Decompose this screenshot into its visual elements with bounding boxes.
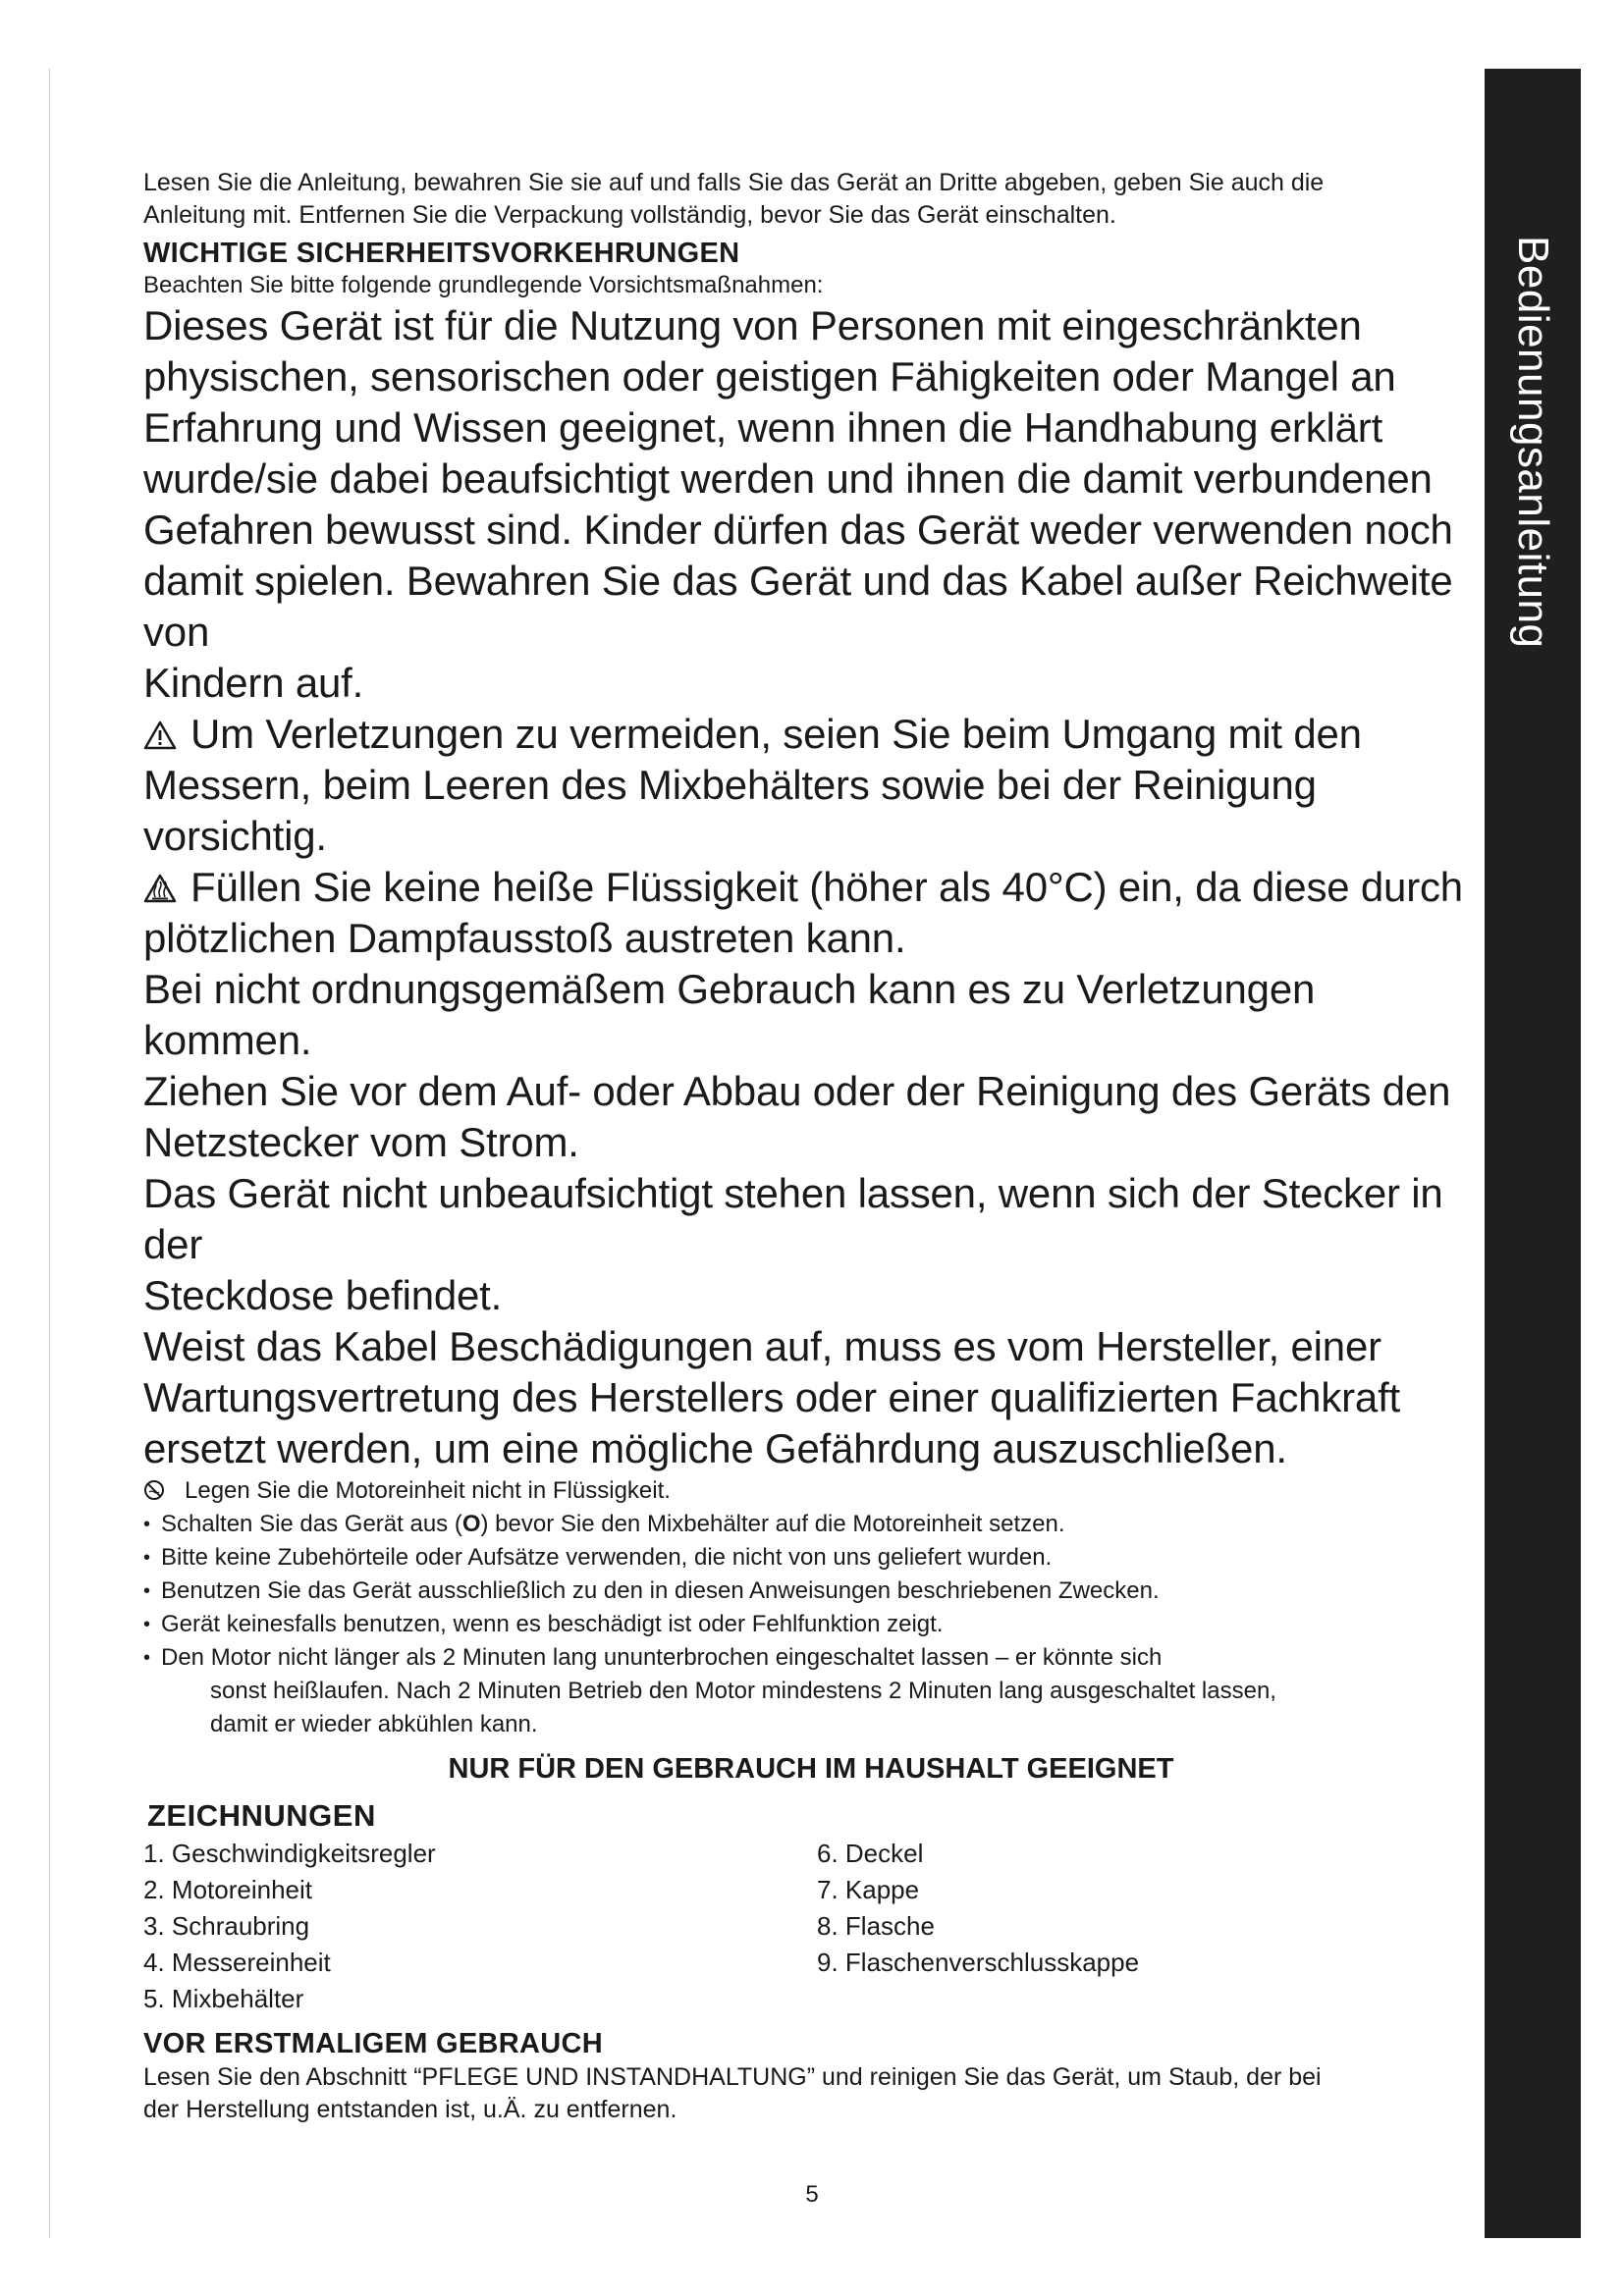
first-use-paragraph <box>143 2061 1479 2126</box>
household-only-heading: NUR FÜR DEN GEBRAUCH IM HAUSHALT GEEIGNET <box>448 1753 1174 1785</box>
text-line: damit spielen. Bewahren Sie das Gerät und das Kabel außer Reichweite von <box>143 558 1453 655</box>
text-line: Messern, beim Leeren des Mixbehälters sowie bei der Reinigung vorsichtig. <box>143 762 1317 859</box>
parts-column-right <box>817 1836 1139 1981</box>
intro-line: Anleitung mit. Entfernen Sie die Verpackung vollständig, bevor Sie das Gerät einschalten. <box>143 201 1116 229</box>
parts-column-left <box>143 1836 436 2017</box>
no-immerse-note <box>143 1474 1479 1508</box>
text-line: sonst heißlaufen. Nach 2 Minuten Betrieb den Motor mindestens 2 Minuten lang ausgeschaltet lassen, <box>210 1678 1276 1704</box>
drawings-heading: ZEICHNUNGEN <box>147 1798 376 1833</box>
list-item: • Gerät keinesfalls benutzen, wenn es beschädigt ist oder Fehlfunktion zeigt. <box>143 1608 1479 1641</box>
safety-paragraph-usage <box>143 964 1479 1474</box>
text-line: Füllen Sie keine heiße Flüssigkeit (höher als 40°C) ein, da diese durch <box>190 864 1463 910</box>
safety-bullet-list <box>143 1508 1479 1675</box>
safety-heading: WICHTIGE SICHERHEITSVORKEHRUNGEN <box>143 238 740 269</box>
list-item: 6. Deckel <box>817 1839 924 1868</box>
text-line: damit er wieder abkühlen kann. <box>210 1711 538 1737</box>
no-immerse-text: Legen Sie die Motoreinheit nicht in Flüssigkeit. <box>185 1477 671 1504</box>
text-line: physischen, sensorischen oder geistigen Fähigkeiten oder Mangel an <box>143 353 1396 400</box>
list-item: 7. Kappe <box>817 1875 920 1904</box>
page-content <box>143 167 1479 2126</box>
bullet-text: Schalten Sie das Gerät aus ( <box>161 1511 462 1537</box>
bullet-continuation <box>143 1675 1479 1741</box>
section-tab-label: Bedienungsanleitung <box>1509 236 1557 649</box>
safety-subheading: Beachten Sie bitte folgende grundlegende Vorsichtsmaßnahmen: <box>143 272 824 298</box>
list-item: • Bitte keine Zubehörteile oder Aufsätze verwenden, die nicht von uns geliefert wurden. <box>143 1541 1479 1575</box>
text-line: Erfahrung und Wissen geeignet, wenn ihnen die Handhabung erklärt <box>143 404 1383 451</box>
intro-paragraph <box>143 167 1479 232</box>
text-line: der Herstellung entstanden ist, u.Ä. zu entfernen. <box>143 2096 677 2123</box>
text-line: ersetzt werden, um eine mögliche Gefährdung auszuschließen. <box>143 1425 1287 1471</box>
off-symbol: O <box>461 1511 481 1537</box>
list-item: • Den Motor nicht länger als 2 Minuten lang ununterbrochen eingeschaltet lassen – er könnte sich <box>143 1641 1479 1675</box>
left-margin-rule <box>49 69 50 2238</box>
list-item: 9. Flaschenverschlusskappe <box>817 1948 1140 1977</box>
text-line: Kindern auf. <box>143 660 364 706</box>
parts-list <box>143 1836 1479 2022</box>
list-item: • Benutzen Sie das Gerät ausschließlich zu den in diesen Anweisungen beschriebenen Zwecken. <box>143 1575 1479 1608</box>
list-item: 3. Schraubring <box>143 1911 310 1941</box>
warning-triangle-icon <box>143 721 177 750</box>
text-line: Lesen Sie den Abschnitt “PFLEGE UND INSTANDHALTUNG” und reinigen Sie das Gerät, um Staub, der bei <box>143 2063 1322 2091</box>
section-tab <box>1485 69 1581 2238</box>
list-item: 1. Geschwindigkeitsregler <box>143 1839 436 1868</box>
do-not-immerse-icon <box>143 1479 165 1501</box>
text-line: Gefahren bewusst sind. Kinder dürfen das Gerät weder verwenden noch <box>143 507 1453 553</box>
first-use-heading: VOR ERSTMALIGEM GEBRAUCH <box>143 2028 603 2059</box>
bullet-text: ) bevor Sie den Mixbehälter auf die Motoreinheit setzen. <box>480 1511 1065 1537</box>
warning-hot-liquid <box>143 862 1479 964</box>
list-item: 4. Messereinheit <box>143 1948 331 1977</box>
text-line: Das Gerät nicht unbeaufsichtigt stehen lassen, wenn sich der Stecker in der <box>143 1170 1443 1267</box>
hot-surface-warning-icon <box>143 874 177 903</box>
list-item: 2. Motoreinheit <box>143 1875 312 1904</box>
text-line: Um Verletzungen zu vermeiden, seien Sie beim Umgang mit den <box>190 711 1362 757</box>
text-line: wurde/sie dabei beaufsichtigt werden und ihnen die damit verbundenen <box>143 455 1433 502</box>
list-item: 5. Mixbehälter <box>143 1984 304 2013</box>
text-line: Ziehen Sie vor dem Auf- oder Abbau oder der Reinigung des Geräts den <box>143 1068 1451 1114</box>
text-line: Weist das Kabel Beschädigungen auf, muss es vom Hersteller, einer <box>143 1323 1381 1369</box>
list-item: 8. Flasche <box>817 1911 935 1941</box>
text-line: plötzlichen Dampfausstoß austreten kann. <box>143 915 906 961</box>
text-line: Wartungsvertretung des Herstellers oder einer qualifizierten Fachkraft <box>143 1374 1401 1420</box>
text-line: Dieses Gerät ist für die Nutzung von Personen mit eingeschränkten <box>143 302 1362 348</box>
text-line: Steckdose befindet. <box>143 1272 503 1318</box>
list-item <box>143 1508 1479 1541</box>
safety-paragraph-persons <box>143 300 1479 709</box>
text-line: Bei nicht ordnungsgemäßem Gebrauch kann es zu Verletzungen kommen. <box>143 966 1316 1063</box>
text-line: Netzstecker vom Strom. <box>143 1119 579 1165</box>
intro-line: Lesen Sie die Anleitung, bewahren Sie sie auf und falls Sie das Gerät an Dritte abgeben, geben Sie auch die <box>143 169 1325 196</box>
page-number: 5 <box>805 2181 819 2208</box>
warning-knives <box>143 709 1479 862</box>
